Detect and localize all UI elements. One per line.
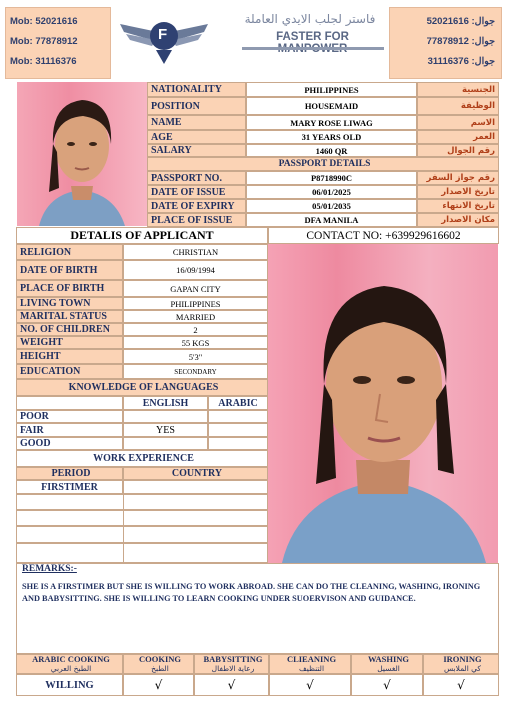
work-row-3 — [16, 510, 268, 526]
skill-header-washing-en: WASHING — [367, 654, 410, 664]
living-town-value: PHILIPPINES — [123, 297, 268, 310]
age-label: AGE — [147, 130, 246, 144]
mobile-number-1: Mob: 52021616 — [10, 16, 78, 27]
skill-header-arabic-cooking — [16, 654, 123, 674]
place-of-birth-label: PLACE OF BIRTH — [16, 280, 123, 297]
skill-header-cooking — [123, 654, 194, 674]
logo-letter: F — [158, 26, 168, 43]
weight-value: 55 KGS — [123, 336, 268, 349]
portrait-small-icon — [17, 82, 147, 226]
lang-good-arabic — [208, 437, 268, 450]
arabic-column-header: ARABIC — [208, 396, 268, 410]
height-label: HEIGHT — [16, 349, 123, 364]
skill-header-cleaning-en: CLIEANING — [286, 654, 337, 664]
position-value: HOUSEMAID — [246, 97, 417, 115]
passport-no-label-ar: رقم جواز السفر — [417, 171, 499, 185]
remarks-text: SHE IS A FIRSTIMER BUT SHE IS WILLING TO WORK ABROAD. SHE CAN DO THE CLEANING, WASHING, IRONING AND BABYSITTING. SHE IS WILLING TO LEARN COOKING UNDER SUOERVISON AND GUIDANCE. — [22, 582, 481, 603]
skill-value-ironing: √ — [423, 674, 499, 696]
date-of-expiry-label: DATE OF EXPIRY — [147, 199, 246, 213]
salary-label-ar: رقم الجوال — [417, 144, 499, 157]
children-value: 2 — [123, 323, 268, 336]
place-of-issue-label: PLACE OF ISSUE — [147, 213, 246, 227]
skill-header-arabic-cooking-en: ARABIC COOKING — [32, 654, 110, 664]
skill-value-washing: √ — [351, 674, 423, 696]
passport-details-title: PASSPORT DETAILS — [147, 157, 499, 171]
date-of-issue-value: 06/01/2025 — [246, 185, 417, 199]
lang-good-label: GOOD — [16, 437, 123, 450]
skill-header-cleaning — [269, 654, 351, 674]
skill-header-ironing-en: IRONING — [443, 654, 482, 664]
work-divider-vertical — [123, 494, 124, 563]
education-label: EDUCATION — [16, 364, 123, 379]
children-label: NO. OF CHILDREN — [16, 323, 123, 336]
skill-header-washing — [351, 654, 423, 674]
salary-label: SALARY — [147, 144, 246, 157]
age-label-ar: العمر — [417, 130, 499, 144]
nationality-value: PHILIPPINES — [246, 82, 417, 97]
lang-poor-label: POOR — [16, 410, 123, 423]
date-of-issue-label-ar: تاريخ الاصدار — [417, 185, 499, 199]
marital-status-value: MARRIED — [123, 310, 268, 323]
date-of-birth-value: 16/09/1994 — [123, 260, 268, 280]
skill-header-cooking-en: COOKING — [138, 654, 182, 664]
country-column-header: COUNTRY — [123, 467, 268, 480]
skill-value-cleaning: √ — [269, 674, 351, 696]
skill-value-babysitting: √ — [194, 674, 269, 696]
applicant-photo-small — [17, 82, 147, 226]
salary-value: 1460 QR — [246, 144, 417, 157]
religion-label: RELIGION — [16, 244, 123, 260]
applicant-details-title: DETALIS OF APPLICANT — [16, 227, 268, 244]
skill-value-arabic-cooking: WILLING — [16, 674, 123, 696]
marital-status-label: MARITAL STATUS — [16, 310, 123, 323]
applicant-photo-large — [268, 244, 498, 563]
company-logo — [118, 10, 210, 66]
name-value: MARY ROSE LIWAG — [246, 115, 417, 130]
name-label: NAME — [147, 115, 246, 130]
portrait-large-icon — [268, 244, 498, 563]
work-row-5 — [16, 543, 268, 563]
lang-poor-arabic — [208, 410, 268, 423]
skill-header-cooking-ar: الطبخ — [151, 664, 169, 673]
place-of-birth-value: GAPAN CITY — [123, 280, 268, 297]
work-row-1-country — [123, 480, 268, 494]
skill-header-ironing — [423, 654, 499, 674]
header-mobile-right — [389, 7, 502, 79]
work-row-1-period: FIRSTIMER — [16, 480, 123, 494]
languages-header-blank — [16, 396, 123, 410]
mobile-number-ar-1: 52021616 :جوال — [426, 16, 495, 27]
remarks-title: REMARKS:- — [22, 564, 77, 574]
nationality-label: NATIONALITY — [147, 82, 246, 97]
date-of-expiry-value: 05/01/2035 — [246, 199, 417, 213]
education-value: SECONDARY — [123, 364, 268, 379]
lang-poor-english — [123, 410, 208, 423]
position-label-ar: الوظيفة — [417, 97, 499, 115]
passport-no-value: P8718990C — [246, 171, 417, 185]
header-mobile-left — [5, 7, 111, 79]
skill-header-arabic-cooking-ar: الطبخ العربي — [50, 664, 92, 673]
height-value: 5'3" — [123, 349, 268, 364]
religion-value: CHRISTIAN — [123, 244, 268, 260]
living-town-label: LIVING TOWN — [16, 297, 123, 310]
age-value: 31 YEARS OLD — [246, 130, 417, 144]
company-name-underline — [242, 47, 384, 50]
skill-value-cooking: √ — [123, 674, 194, 696]
name-label-ar: الاسم — [417, 115, 499, 130]
skill-header-washing-ar: الغسيل — [377, 664, 400, 673]
date-of-issue-label: DATE OF ISSUE — [147, 185, 246, 199]
position-label: POSITION — [147, 97, 246, 115]
mobile-number-2: Mob: 77878912 — [10, 36, 78, 47]
mobile-number-3: Mob: 31116376 — [10, 56, 77, 67]
date-of-birth-label: DATE OF BIRTH — [16, 260, 123, 280]
lang-fair-arabic — [208, 423, 268, 437]
company-name-arabic: فاستر لجلب الايدي العاملة — [244, 12, 376, 26]
company-name-english: FASTER FOR — [276, 31, 349, 43]
english-column-header: ENGLISH — [123, 396, 208, 410]
place-of-issue-value: DFA MANILA — [246, 213, 417, 227]
skill-header-babysitting-en: BABYSITTING — [203, 654, 263, 664]
skill-header-babysitting — [194, 654, 269, 674]
languages-title: KNOWLEDGE OF LANGUAGES — [16, 379, 268, 396]
lang-fair-label: FAIR — [16, 423, 123, 437]
skill-header-ironing-ar: كي الملابس — [443, 664, 482, 673]
work-row-2 — [16, 494, 268, 510]
skill-header-babysitting-ar: رعاية الاطفال — [211, 664, 255, 673]
skill-header-cleaning-ar: التنظيف — [298, 664, 325, 673]
period-column-header: PERIOD — [16, 467, 123, 480]
contact-number: CONTACT NO: +639929616602 — [268, 227, 499, 244]
date-of-expiry-label-ar: تاريخ الانتهاء — [417, 199, 499, 213]
lang-fair-english: YES — [123, 423, 208, 437]
mobile-number-ar-2: 77878912 :جوال — [426, 36, 495, 47]
lang-good-english — [123, 437, 208, 450]
remarks-box — [16, 563, 499, 654]
nationality-label-ar: الجنسية — [417, 82, 499, 97]
place-of-issue-label-ar: مكان الاصدار — [417, 213, 499, 227]
work-row-4 — [16, 526, 268, 543]
mobile-number-ar-3: 31116376 :جوال — [427, 56, 495, 67]
work-experience-title: WORK EXPERIENCE — [16, 450, 268, 467]
weight-label: WEIGHT — [16, 336, 123, 349]
passport-no-label: PASSPORT NO. — [147, 171, 246, 185]
